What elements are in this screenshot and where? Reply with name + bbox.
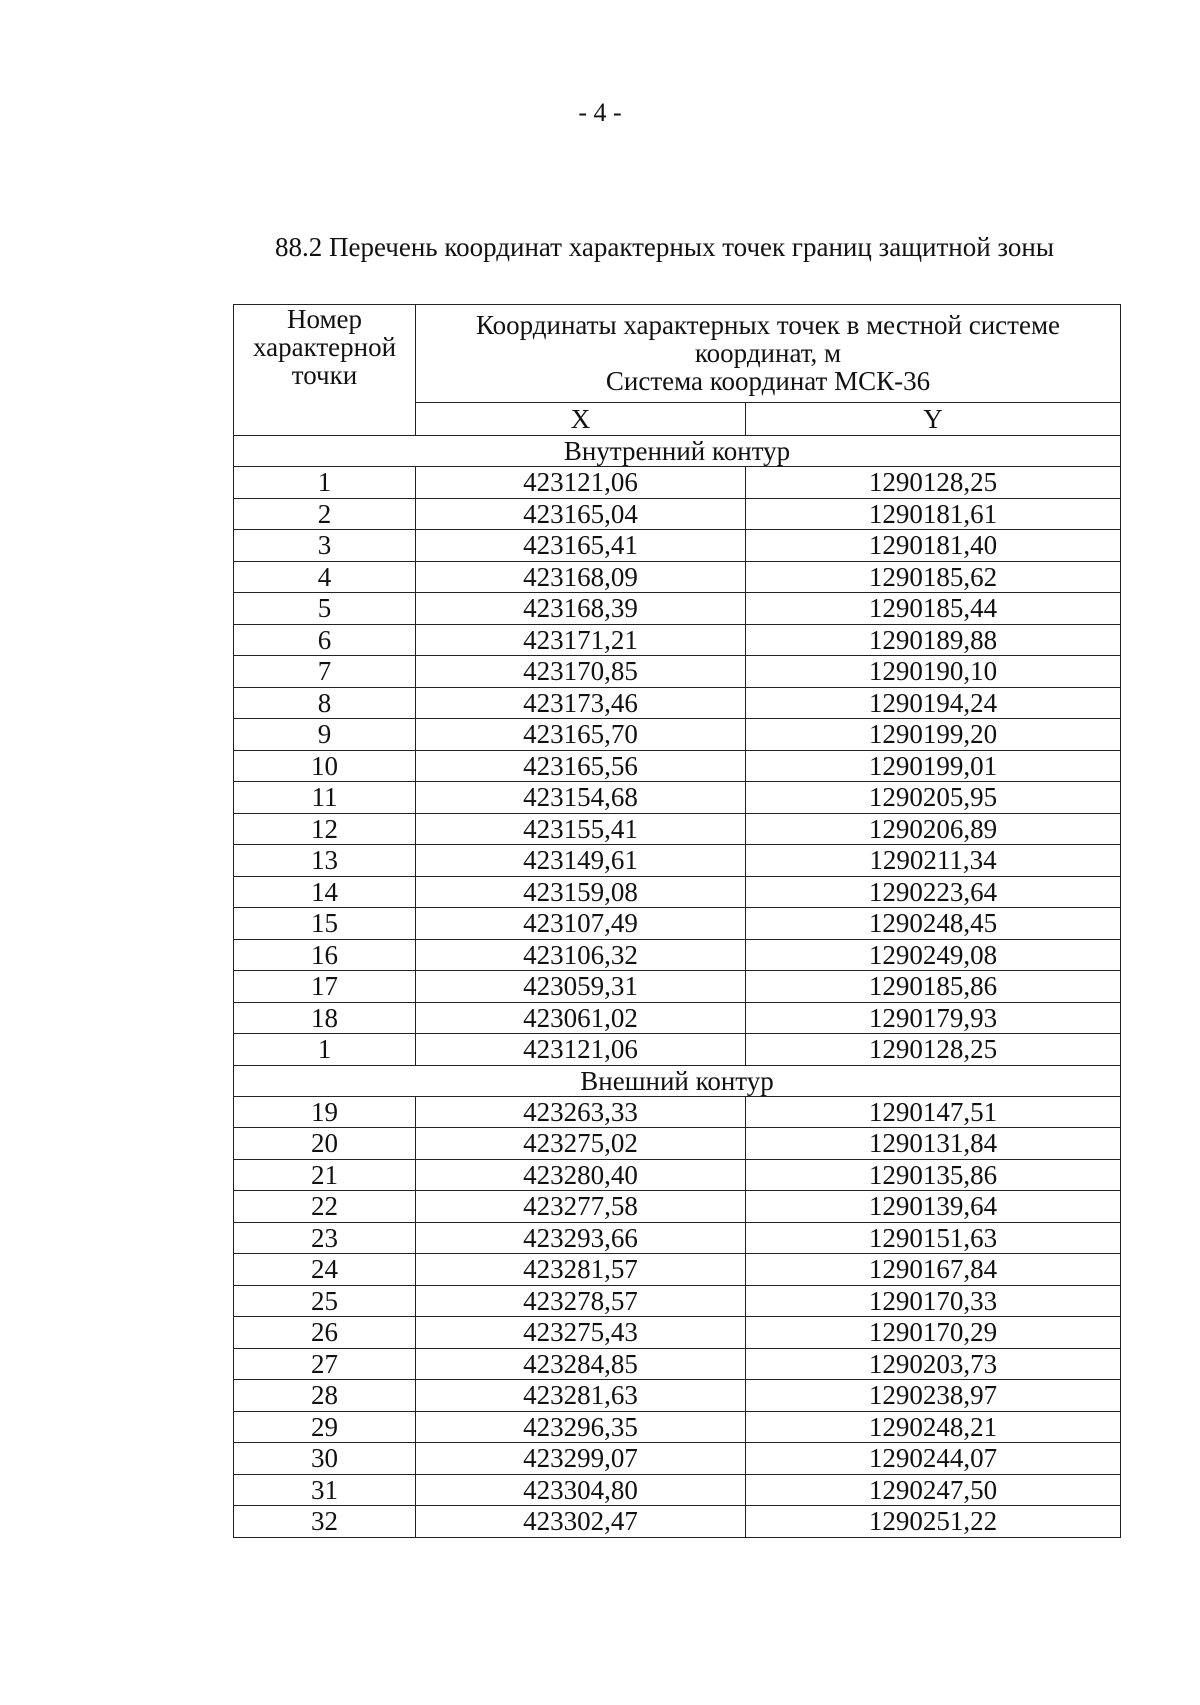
point-number-cell: 23 — [234, 1222, 416, 1254]
point-number-cell: 5 — [234, 593, 416, 625]
point-number-cell: 9 — [234, 719, 416, 751]
y-coordinate-cell: 1290199,01 — [746, 750, 1121, 782]
header-number-line: характерной — [252, 332, 397, 362]
table-row — [234, 593, 1121, 625]
table-row — [234, 876, 1121, 908]
point-number-cell: 32 — [234, 1506, 416, 1538]
table-row — [234, 1191, 1121, 1223]
y-coordinate-cell: 1290167,84 — [746, 1254, 1121, 1286]
x-coordinate-cell: 423165,41 — [416, 530, 746, 562]
x-coordinate-cell: 423171,21 — [416, 624, 746, 656]
point-number-cell: 30 — [234, 1443, 416, 1475]
y-coordinate-cell: 1290190,10 — [746, 656, 1121, 688]
header-x: X — [416, 402, 746, 435]
table-row — [234, 1285, 1121, 1317]
point-number-cell: 2 — [234, 498, 416, 530]
y-coordinate-cell: 1290181,40 — [746, 530, 1121, 562]
y-coordinate-cell: 1290189,88 — [746, 624, 1121, 656]
x-coordinate-cell: 423059,31 — [416, 971, 746, 1003]
y-coordinate-cell: 1290181,61 — [746, 498, 1121, 530]
page-number: - 4 - — [578, 98, 622, 127]
coordinates-table — [233, 304, 1121, 1538]
point-number-cell: 4 — [234, 561, 416, 593]
point-number-cell: 20 — [234, 1128, 416, 1160]
table-row — [234, 971, 1121, 1003]
x-coordinate-cell: 423154,68 — [416, 782, 746, 814]
point-number-cell: 1 — [234, 1034, 416, 1066]
table-row — [234, 624, 1121, 656]
y-coordinate-cell: 1290251,22 — [746, 1506, 1121, 1538]
y-coordinate-cell: 1290247,50 — [746, 1474, 1121, 1506]
table-row — [234, 530, 1121, 562]
point-number-cell: 21 — [234, 1159, 416, 1191]
y-coordinate-cell: 1290211,34 — [746, 845, 1121, 877]
table-row — [234, 813, 1121, 845]
y-coordinate-cell: 1290139,64 — [746, 1191, 1121, 1223]
y-coordinate-cell: 1290170,29 — [746, 1317, 1121, 1349]
section-title: Внешний контур — [234, 1065, 1121, 1096]
table-row — [234, 1096, 1121, 1128]
y-coordinate-cell: 1290194,24 — [746, 687, 1121, 719]
header-y: Y — [746, 402, 1121, 435]
point-number-cell: 7 — [234, 656, 416, 688]
x-coordinate-cell: 423173,46 — [416, 687, 746, 719]
y-coordinate-cell: 1290206,89 — [746, 813, 1121, 845]
x-coordinate-cell: 423299,07 — [416, 1443, 746, 1475]
point-number-cell: 6 — [234, 624, 416, 656]
table-row — [234, 1254, 1121, 1286]
x-coordinate-cell: 423168,39 — [416, 593, 746, 625]
x-coordinate-cell: 423284,85 — [416, 1348, 746, 1380]
point-number-cell: 22 — [234, 1191, 416, 1223]
x-coordinate-cell: 423275,43 — [416, 1317, 746, 1349]
table-row — [234, 1159, 1121, 1191]
y-coordinate-cell: 1290248,21 — [746, 1411, 1121, 1443]
table-row — [234, 1411, 1121, 1443]
y-coordinate-cell: 1290248,45 — [746, 908, 1121, 940]
table-row — [234, 1034, 1121, 1066]
y-coordinate-cell: 1290131,84 — [746, 1128, 1121, 1160]
table-body — [234, 436, 1121, 1538]
point-number-cell: 27 — [234, 1348, 416, 1380]
header-coords-line: координат, м — [694, 338, 842, 369]
header-point-number — [234, 305, 416, 436]
point-number-cell: 19 — [234, 1096, 416, 1128]
table-row — [234, 1317, 1121, 1349]
table-row — [234, 656, 1121, 688]
x-coordinate-cell: 423304,80 — [416, 1474, 746, 1506]
x-coordinate-cell: 423159,08 — [416, 876, 746, 908]
point-number-cell: 13 — [234, 845, 416, 877]
point-number-cell: 12 — [234, 813, 416, 845]
x-coordinate-cell: 423165,56 — [416, 750, 746, 782]
table-row — [234, 939, 1121, 971]
x-coordinate-cell: 423278,57 — [416, 1285, 746, 1317]
x-coordinate-cell: 423293,66 — [416, 1222, 746, 1254]
section-row — [234, 1065, 1121, 1096]
point-number-cell: 1 — [234, 467, 416, 499]
point-number-cell: 10 — [234, 750, 416, 782]
header-coordinates — [416, 305, 1121, 403]
y-coordinate-cell: 1290249,08 — [746, 939, 1121, 971]
y-coordinate-cell: 1290147,51 — [746, 1096, 1121, 1128]
point-number-cell: 16 — [234, 939, 416, 971]
y-coordinate-cell: 1290203,73 — [746, 1348, 1121, 1380]
header-coords-line: Координаты характерных точек в местной системе — [475, 310, 1061, 341]
x-coordinate-cell: 423061,02 — [416, 1002, 746, 1034]
y-coordinate-cell: 1290128,25 — [746, 467, 1121, 499]
table-row — [234, 1443, 1121, 1475]
point-number-cell: 28 — [234, 1380, 416, 1412]
y-coordinate-cell: 1290205,95 — [746, 782, 1121, 814]
table-row — [234, 1348, 1121, 1380]
table-row — [234, 1002, 1121, 1034]
table-row — [234, 1128, 1121, 1160]
point-number-cell: 8 — [234, 687, 416, 719]
y-coordinate-cell: 1290244,07 — [746, 1443, 1121, 1475]
point-number-cell: 29 — [234, 1411, 416, 1443]
section-row — [234, 436, 1121, 467]
point-number-cell: 24 — [234, 1254, 416, 1286]
table-row — [234, 498, 1121, 530]
x-coordinate-cell: 423121,06 — [416, 1034, 746, 1066]
header-coords-line: Система координат МСК-36 — [605, 366, 931, 397]
x-coordinate-cell: 423149,61 — [416, 845, 746, 877]
table-row — [234, 908, 1121, 940]
table-row — [234, 1380, 1121, 1412]
table-row — [234, 687, 1121, 719]
y-coordinate-cell: 1290179,93 — [746, 1002, 1121, 1034]
x-coordinate-cell: 423165,04 — [416, 498, 746, 530]
section-title: Внутренний контур — [234, 436, 1121, 467]
page-title: 88.2 Перечень координат характерных точек границ защитной зоны — [275, 232, 1054, 262]
table-row — [234, 845, 1121, 877]
x-coordinate-cell: 423170,85 — [416, 656, 746, 688]
y-coordinate-cell: 1290199,20 — [746, 719, 1121, 751]
x-coordinate-cell: 423280,40 — [416, 1159, 746, 1191]
x-coordinate-cell: 423296,35 — [416, 1411, 746, 1443]
point-number-cell: 17 — [234, 971, 416, 1003]
x-coordinate-cell: 423107,49 — [416, 908, 746, 940]
y-coordinate-cell: 1290128,25 — [746, 1034, 1121, 1066]
table-row — [234, 467, 1121, 499]
x-coordinate-cell: 423281,63 — [416, 1380, 746, 1412]
point-number-cell: 14 — [234, 876, 416, 908]
table-row — [234, 782, 1121, 814]
point-number-cell: 11 — [234, 782, 416, 814]
x-coordinate-cell: 423155,41 — [416, 813, 746, 845]
point-number-cell: 31 — [234, 1474, 416, 1506]
y-coordinate-cell: 1290238,97 — [746, 1380, 1121, 1412]
header-number-line: точки — [291, 360, 358, 390]
table-row — [234, 750, 1121, 782]
y-coordinate-cell: 1290151,63 — [746, 1222, 1121, 1254]
y-coordinate-cell: 1290170,33 — [746, 1285, 1121, 1317]
point-number-cell: 26 — [234, 1317, 416, 1349]
x-coordinate-cell: 423277,58 — [416, 1191, 746, 1223]
point-number-cell: 3 — [234, 530, 416, 562]
x-coordinate-cell: 423121,06 — [416, 467, 746, 499]
table-row — [234, 719, 1121, 751]
point-number-cell: 25 — [234, 1285, 416, 1317]
y-coordinate-cell: 1290185,86 — [746, 971, 1121, 1003]
table-row — [234, 1506, 1121, 1538]
x-coordinate-cell: 423275,02 — [416, 1128, 746, 1160]
point-number-cell: 15 — [234, 908, 416, 940]
table-row — [234, 561, 1121, 593]
x-coordinate-cell: 423165,70 — [416, 719, 746, 751]
x-coordinate-cell: 423281,57 — [416, 1254, 746, 1286]
y-coordinate-cell: 1290135,86 — [746, 1159, 1121, 1191]
x-coordinate-cell: 423302,47 — [416, 1506, 746, 1538]
table-row — [234, 1222, 1121, 1254]
y-coordinate-cell: 1290185,44 — [746, 593, 1121, 625]
header-number-line: Номер — [286, 304, 363, 334]
x-coordinate-cell: 423263,33 — [416, 1096, 746, 1128]
point-number-cell: 18 — [234, 1002, 416, 1034]
table-row — [234, 1474, 1121, 1506]
y-coordinate-cell: 1290185,62 — [746, 561, 1121, 593]
x-coordinate-cell: 423106,32 — [416, 939, 746, 971]
x-coordinate-cell: 423168,09 — [416, 561, 746, 593]
y-coordinate-cell: 1290223,64 — [746, 876, 1121, 908]
